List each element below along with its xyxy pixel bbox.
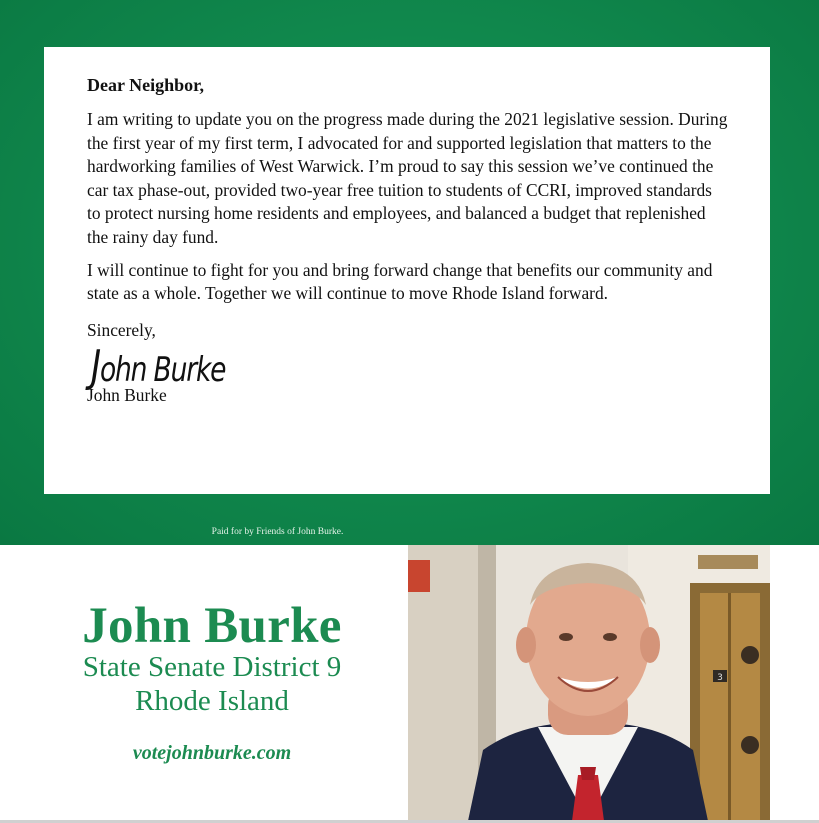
candidate-office: State Senate District 9 <box>82 651 342 683</box>
elevator-number: 3 <box>717 673 723 683</box>
letter-greeting: Dear Neighbor, <box>87 75 204 95</box>
right-margin <box>770 545 819 823</box>
candidate-portrait <box>408 545 770 821</box>
letter-paragraph-1: I am writing to update you on the progress made during the 2021 legislative session. During the first year of my first term, I advocated for and supported legislation that matters to the hardworking families of West Warwick. I’m proud to say this session we’ve continued the car tax phase-out, provided two-year free tuition to students of CCRI, improved standards to protect nursing home residents and employees, and balanced a budget that replenished the rainy day fund. <box>87 109 728 247</box>
paid-for-disclaimer: Paid for by Friends of John Burke. <box>211 527 344 537</box>
letter-paragraph-2: I will continue to fight for you and bring forward change that benefits our community and state as a whole. Together we will continue to move Rhode Island forward. <box>87 259 713 304</box>
letter-closing: Sincerely, <box>87 319 156 340</box>
campaign-website-link[interactable]: votejohnburke.com <box>132 742 292 764</box>
handwritten-signature: John Burke <box>91 340 226 392</box>
candidate-name: John Burke <box>82 598 342 654</box>
candidate-state: Rhode Island <box>135 685 289 717</box>
letter-card <box>44 47 770 494</box>
signed-name: John Burke <box>87 384 167 405</box>
candidate-panel <box>0 545 408 823</box>
